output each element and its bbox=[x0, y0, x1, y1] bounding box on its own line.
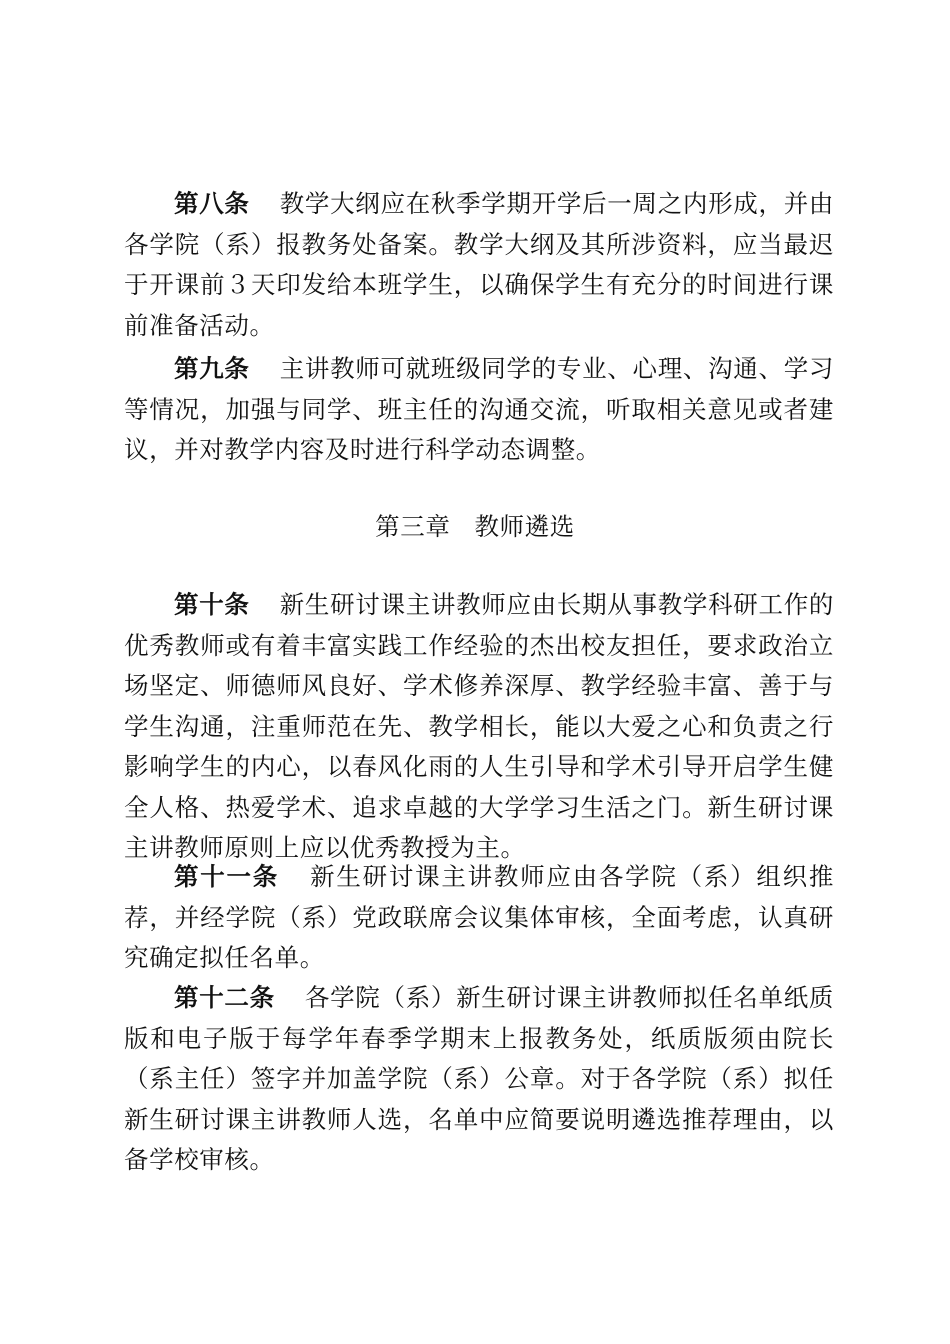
article-12 bbox=[124, 978, 834, 1181]
article-label: 第九条 bbox=[174, 354, 250, 383]
article-8 bbox=[124, 184, 834, 346]
article-label: 第十条 bbox=[174, 590, 250, 619]
chapter-number: 第三章 bbox=[375, 512, 451, 541]
article-body: 主讲教师可就班级同学的专业、心理、沟通、学习等情况，加强与同学、班主任的沟通交流，听取相关意见或者建议，并对教学内容及时进行科学动态调整。 bbox=[124, 354, 834, 464]
article-body: 教学大纲应在秋季学期开学后一周之内形成，并由各学院（系）报教务处备案。教学大纲及其所涉资料，应当最迟于开课前３天印发给本班学生，以确保学生有充分的时间进行课前准备活动。 bbox=[124, 189, 834, 340]
article-9 bbox=[124, 349, 834, 471]
article-body: 新生研讨课主讲教师应由各学院（系）组织推荐，并经学院（系）党政联席会议集体审核，全面考虑，认真研究确定拟任名单。 bbox=[124, 862, 834, 972]
chapter-heading bbox=[0, 509, 950, 545]
article-body: 新生研讨课主讲教师应由长期从事教学科研工作的优秀教师或有着丰富实践工作经验的杰出校友担任，要求政治立场坚定、师德师风良好、学术修养深厚、教学经验丰富、善于与学生沟通，注重师范在先、教学相长，能以大爱之心和负责之行影响学生的内心，以春风化雨的人生引导和学术引导开启学生健全人格、热爱学术、追求卓越的大学学习生活之门。新生研讨课主讲教师原则上应以优秀教授为主。 bbox=[124, 590, 834, 862]
article-body: 各学院（系）新生研讨课主讲教师拟任名单纸质版和电子版于每学年春季学期末上报教务处，纸质版须由院长（系主任）签字并加盖学院（系）公章。对于各学院（系）拟任新生研讨课主讲教师人选，名单中应简要说明遴选推荐理由，以备学校审核。 bbox=[124, 983, 834, 1174]
article-label: 第八条 bbox=[174, 189, 250, 218]
article-10 bbox=[124, 585, 834, 869]
article-label: 第十二条 bbox=[174, 983, 275, 1012]
article-label: 第十一条 bbox=[174, 862, 279, 891]
article-11 bbox=[124, 857, 834, 979]
chapter-title: 教师遴选 bbox=[474, 512, 575, 541]
